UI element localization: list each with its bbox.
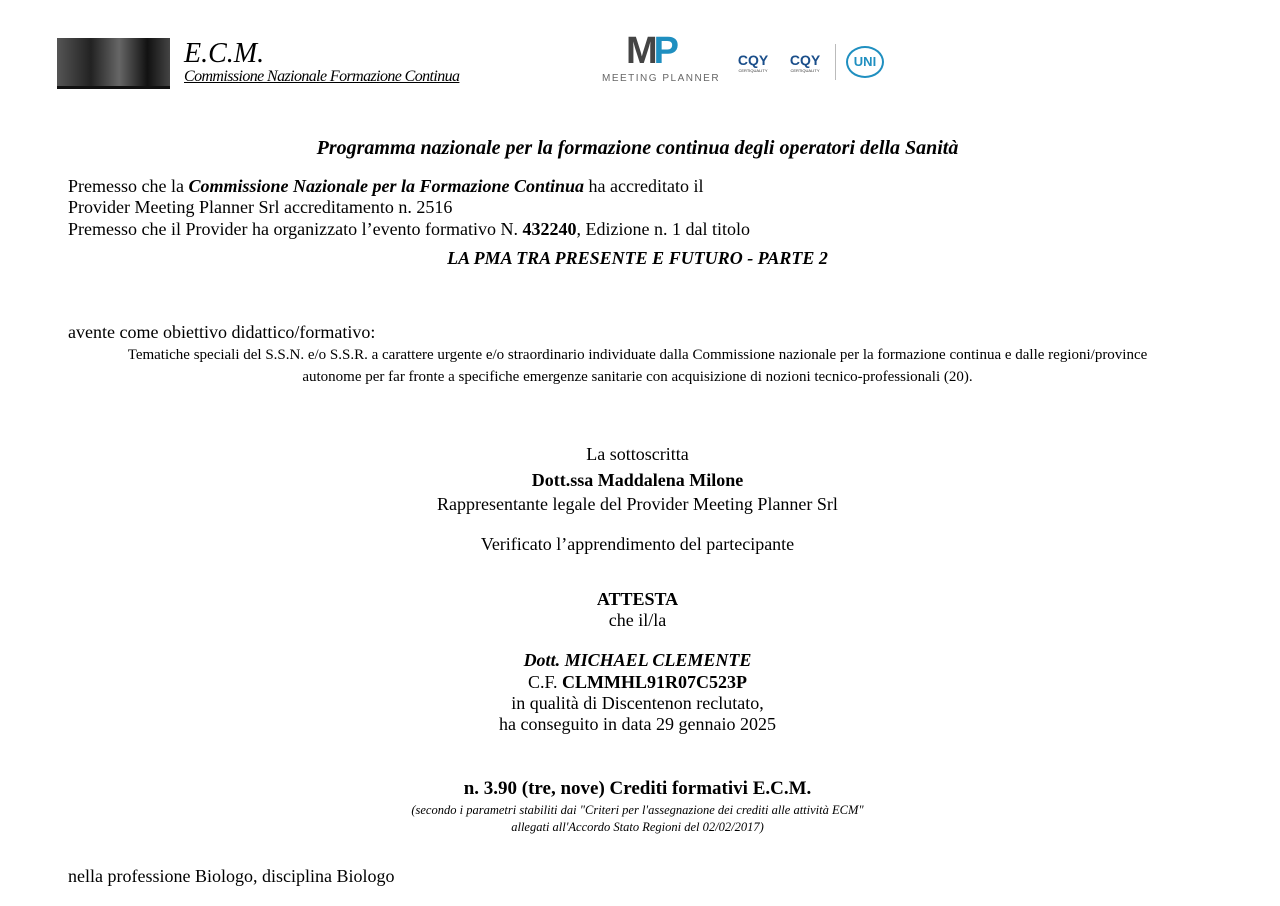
signer-role: Rappresentante legale del Provider Meeting Planner Srl bbox=[437, 494, 838, 514]
ecm-logo-image bbox=[57, 38, 170, 89]
credits: n. 3.90 (tre, nove) Crediti formativi E.C.M. bbox=[463, 778, 812, 799]
credits-note-2: allegati all'Accordo Stato Regioni del 02/02/2017) bbox=[511, 820, 764, 834]
premise-line-3 bbox=[68, 219, 750, 239]
text: C.F. bbox=[527, 672, 563, 692]
text: , Edizione n. 1 dal titolo bbox=[576, 219, 751, 239]
cert-sub: CERTIQUALITY bbox=[790, 68, 820, 73]
event-title: LA PMA TRA PRESENTE E FUTURO - PARTE 2 bbox=[447, 248, 828, 268]
event-number: 432240 bbox=[522, 219, 577, 239]
objective-line-2: autonome per far fronte a specifiche emergenze sanitarie con acquisizione di nozioni tecnico-professionali (20). bbox=[302, 369, 973, 385]
text: Premesso che il Provider ha organizzato l’evento formativo N. bbox=[68, 219, 523, 239]
certiquality-badge bbox=[783, 44, 827, 84]
ecm-logo-subtitle: Commissione Nazionale Formazione Continua bbox=[184, 68, 460, 85]
meeting-planner-logo: MP bbox=[626, 30, 676, 72]
signer-intro: La sottoscritta bbox=[586, 444, 689, 464]
divider bbox=[835, 44, 836, 80]
premise-line-1 bbox=[68, 176, 703, 196]
credits-note-1: (secondo i parametri stabiliti dai "Criteri per l'assegnazione dei crediti alle attività ECM" bbox=[411, 803, 864, 817]
commission-name: Commissione Nazionale per la Formazione Continua bbox=[188, 176, 585, 196]
objective-line-1: Tematiche speciali del S.S.N. e/o S.S.R. a carattere urgente e/o straordinario individuate dalla Commissione nazionale per la formazione continua e dalle regioni/province bbox=[127, 347, 1148, 363]
meeting-planner-name: MEETING PLANNER bbox=[602, 73, 721, 84]
achievement-date: ha conseguito in data 29 gennaio 2025 bbox=[499, 714, 776, 734]
heading: Programma nazionale per la formazione continua degli operatori della Sanità bbox=[316, 137, 959, 159]
cert-sub: CERTIQUALITY bbox=[738, 68, 768, 73]
text: Premesso che la bbox=[68, 176, 189, 196]
verified-text: Verificato l’apprendimento del partecipante bbox=[480, 534, 795, 554]
fiscal-code bbox=[0, 672, 1275, 693]
attesta: ATTESTA bbox=[596, 589, 679, 609]
che-il-la: che il/la bbox=[608, 610, 667, 630]
ecm-logo-title: E.C.M. bbox=[184, 38, 265, 69]
objective-label: avente come obiettivo didattico/formativo: bbox=[68, 322, 376, 342]
premise-line-2: Provider Meeting Planner Srl accreditamento n. 2516 bbox=[68, 197, 453, 217]
participant-name: Dott. MICHAEL CLEMENTE bbox=[523, 650, 752, 670]
text: ha accreditato il bbox=[584, 176, 704, 196]
participant-role: in qualità di Discentenon reclutato, bbox=[511, 693, 764, 713]
profession: nella professione Biologo, disciplina Biologo bbox=[68, 866, 395, 886]
uni-logo: UNI bbox=[846, 46, 884, 78]
cert-label: CQY bbox=[737, 52, 769, 68]
certiquality-badge bbox=[731, 44, 775, 84]
signer-name: Dott.ssa Maddalena Milone bbox=[531, 470, 744, 490]
fiscal-code-value: CLMMHL91R07C523P bbox=[562, 672, 748, 692]
cert-label: CQY bbox=[789, 52, 821, 68]
